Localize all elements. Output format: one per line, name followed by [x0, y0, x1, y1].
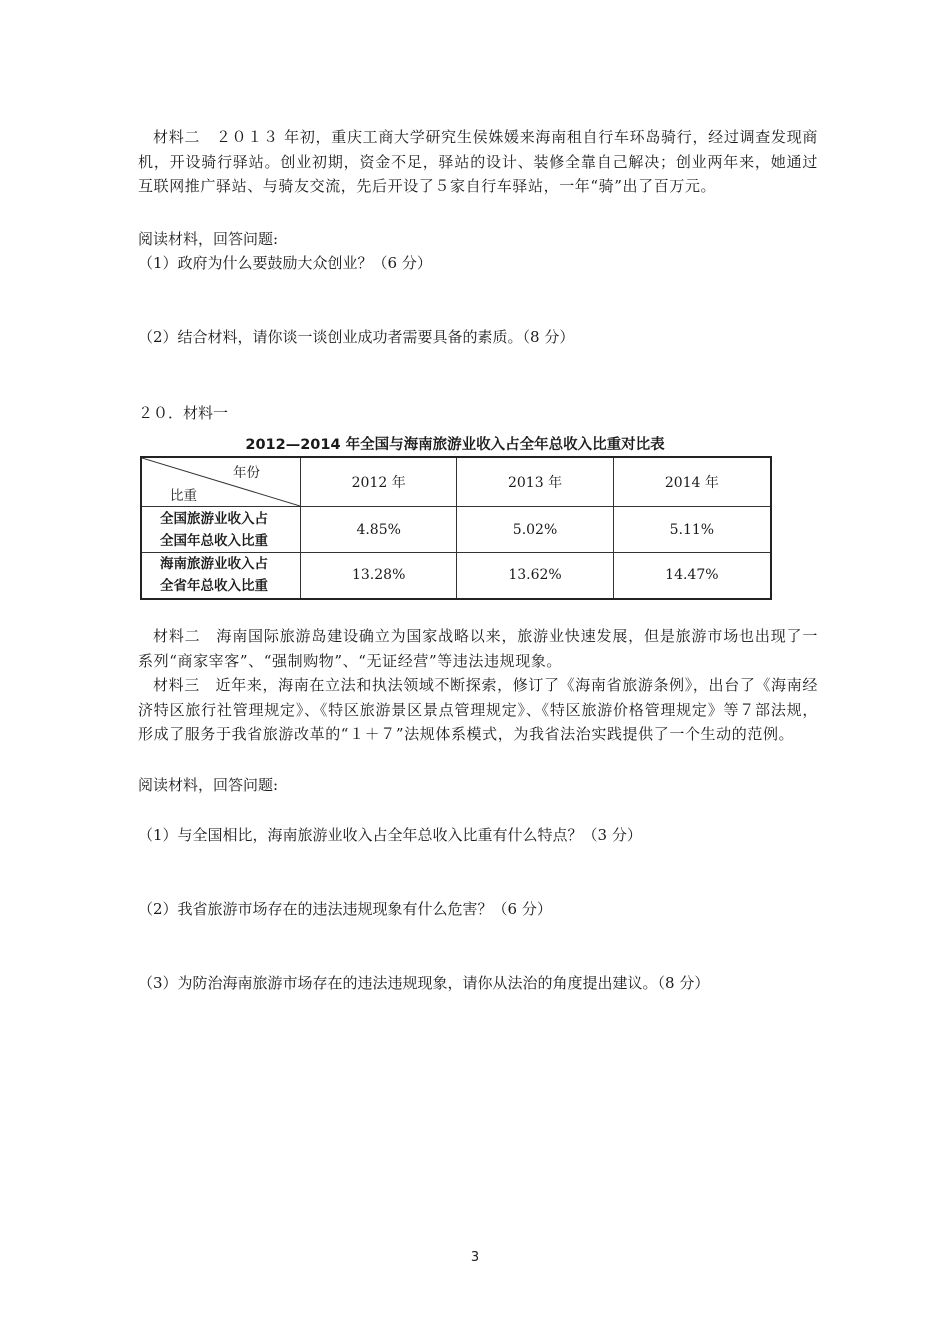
diagonal-divider — [142, 458, 300, 506]
row-label: 全国旅游业收入占 全国年总收入比重 — [141, 507, 301, 553]
comparison-table — [140, 456, 772, 600]
q19-read-prompt: 阅读材料，回答问题: — [138, 230, 279, 248]
q20-material-3: 材料三 近年来，海南在立法和执法领域不断探索，修订了《海南省旅游条例》，出台了《海南经济特区旅行社管理规定》、《特区旅游景区景点管理规定》、《特区旅游价格管理规定》等７部法规，形成了服务于我省旅游改革的“１＋７”法规体系模式，为我省法治实践提供了一个生动的范例。 — [138, 676, 818, 743]
table-row — [141, 553, 771, 599]
table-cell: 13.62% — [457, 553, 613, 599]
q20-question-1: （1）与全国相比，海南旅游业收入占全年总收入比重有什么特点？（3 分） — [138, 826, 642, 844]
q19-question-2: （2）结合材料，请你谈一谈创业成功者需要具备的素质。（8 分） — [138, 328, 575, 346]
table-row — [141, 507, 771, 553]
page-number: 3 — [470, 1250, 480, 1265]
year-header: 2012 年 — [301, 457, 457, 507]
table-cell: 5.02% — [457, 507, 613, 553]
table-title: 2012—2014 年全国与海南旅游业收入占全年总收入比重对比表 — [245, 437, 665, 453]
q20-heading: ２０．材料一 — [138, 404, 229, 422]
q20-material-2: 材料二 海南国际旅游岛建设确立为国家战略以来，旅游业快速发展，但是旅游市场也出现了一系列“商家宰客”、“强制购物”、“无证经营”等违法违规现象。 — [138, 627, 818, 670]
year-header: 2013 年 — [457, 457, 613, 507]
corner-label-year: 年份 — [233, 465, 260, 481]
q19-question-1: （1）政府为什么要鼓励大众创业？（6 分） — [138, 254, 432, 272]
table-cell: 14.47% — [613, 553, 771, 599]
corner-label-ratio: 比重 — [170, 488, 197, 504]
table-cell: 13.28% — [301, 553, 457, 599]
q20-question-3: （3）为防治海南旅游市场存在的违法违规现象，请你从法治的角度提出建议。（8 分） — [138, 974, 710, 992]
table-cell: 4.85% — [301, 507, 457, 553]
q20-read-prompt: 阅读材料，回答问题: — [138, 776, 279, 794]
row-label: 海南旅游业收入占 全省年总收入比重 — [141, 553, 301, 599]
table-cell: 5.11% — [613, 507, 771, 553]
year-header: 2014 年 — [613, 457, 771, 507]
table-corner-cell — [141, 457, 301, 507]
q19-material-2: 材料二 ２０１３ 年初，重庆工商大学研究生侯姝媛来海南租自行车环岛骑行，经过调查发现商机，开设骑行驿站。创业初期，资金不足，驿站的设计、装修全靠自己解决；创业两年来，她通过互联网推广驿站、与骑友交流，先后开设了５家自行车驿站，一年“骑”出了百万元。 — [138, 128, 818, 195]
q20-question-2: （2）我省旅游市场存在的违法违规现象有什么危害？（6 分） — [138, 900, 552, 918]
